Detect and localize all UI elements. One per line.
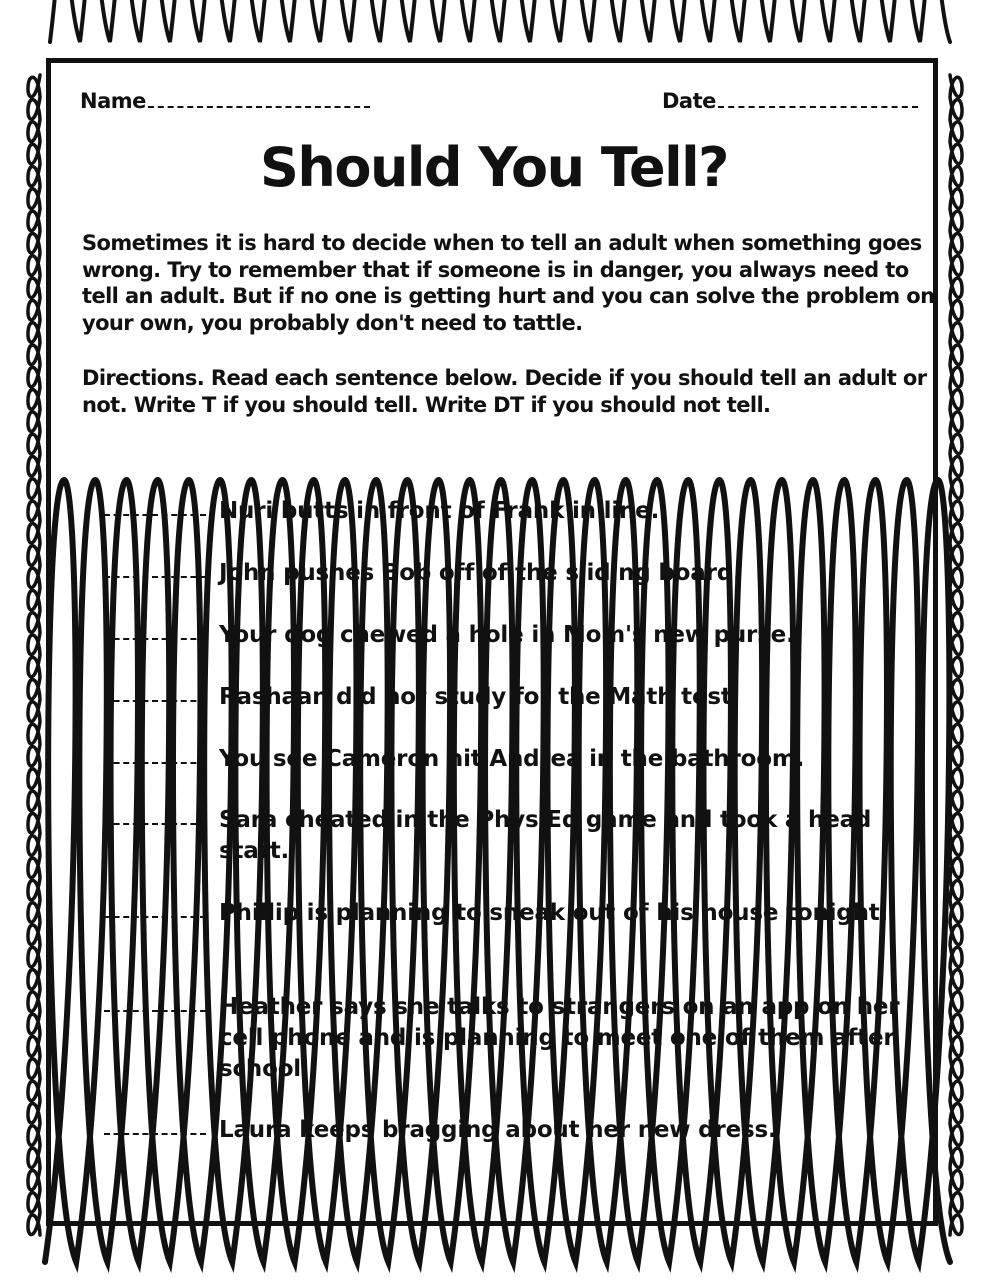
intro-paragraph: Sometimes it is hard to decide when to tell an adult when something goes wrong. Try to remember that if someone is in danger, you always need to tell an adult. But if no one is getting hurt and you can solve the problem on your own, you probably don't need to tattle. xyxy=(82,231,935,335)
directions-paragraph: Directions. Read each sentence below. Decide if you should tell an adult or not. Write T if you should tell. Write DT if you should not tell. xyxy=(82,366,927,417)
date-blank-line[interactable] xyxy=(718,88,918,108)
answer-blank[interactable] xyxy=(104,916,206,918)
answer-blank[interactable] xyxy=(104,700,206,702)
question-text: Heather says she talks to strangers on an app on her cell phone and is planning to meet one of them after school. xyxy=(219,994,900,1082)
answer-blank[interactable] xyxy=(104,762,206,764)
question-text: Laura keeps bragging about her new dress. xyxy=(219,1117,777,1143)
answer-blank[interactable] xyxy=(104,1010,206,1012)
answer-blank[interactable] xyxy=(104,823,206,825)
answer-blank[interactable] xyxy=(104,576,206,578)
date-field[interactable] xyxy=(662,88,918,113)
name-label: Name xyxy=(80,89,146,113)
question-text: You see Cameron hit Andrea in the bathroom. xyxy=(219,746,805,772)
question-text: Rashaan did not study for the Math test. xyxy=(219,684,741,710)
name-field[interactable] xyxy=(80,88,370,113)
answer-blank[interactable] xyxy=(104,514,206,516)
worksheet-title: Should You Tell? xyxy=(260,136,728,199)
question-text: Sara cheated in the Phys Ed game and took a head start. xyxy=(219,807,872,864)
question-text: Your dog chewed a hole in Mom's new purse. xyxy=(219,622,795,648)
answer-blank[interactable] xyxy=(104,1133,206,1135)
name-blank-line[interactable] xyxy=(148,88,370,108)
date-label: Date xyxy=(662,89,716,113)
answer-blank[interactable] xyxy=(104,638,206,640)
question-text: John pushes Bob off of the sliding board. xyxy=(219,560,742,586)
question-text: Phillip is planning to sneak out of his house tonight. xyxy=(219,900,889,926)
question-text: Nuri butts in front of Frank in line. xyxy=(219,498,660,524)
